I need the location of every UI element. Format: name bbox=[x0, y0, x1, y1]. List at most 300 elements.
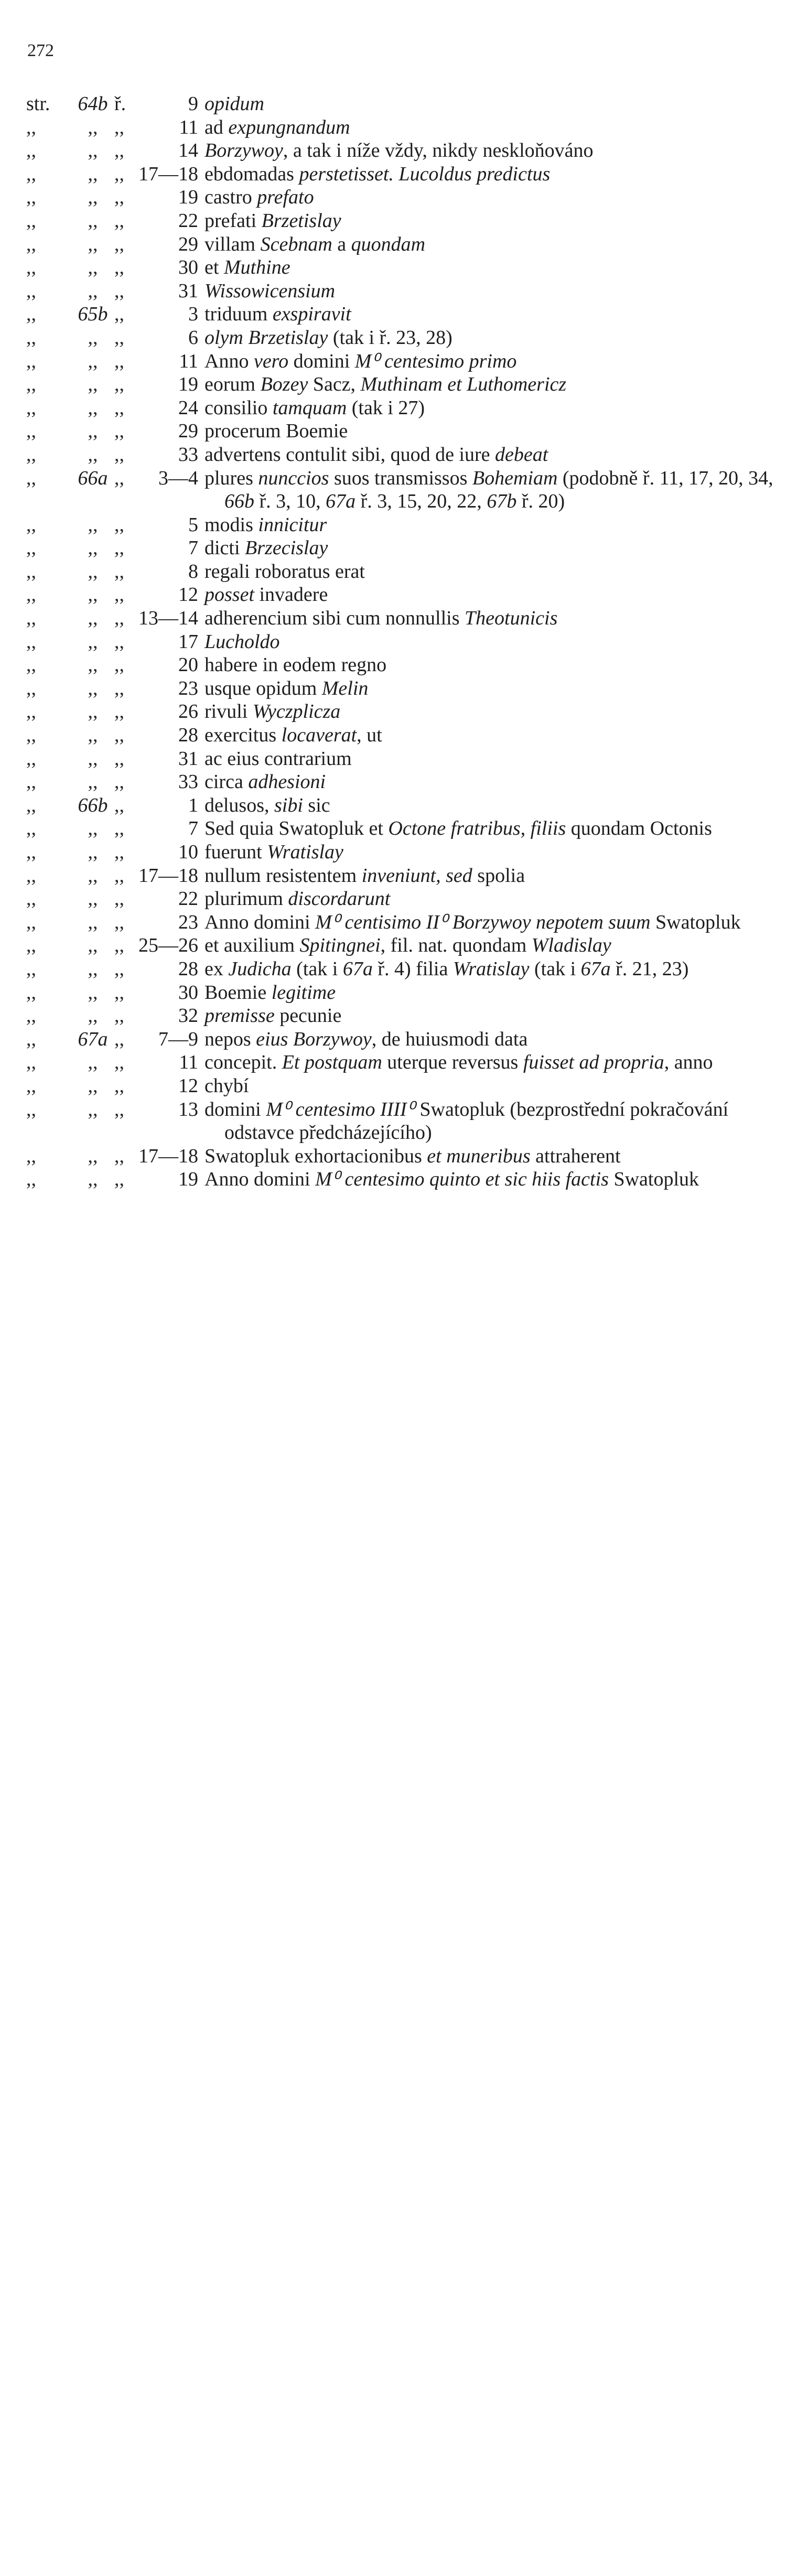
entry-line-label: ,, bbox=[114, 1074, 124, 1097]
entry-line-number: 3—4 bbox=[158, 467, 198, 489]
entry-line-label: ,, bbox=[114, 654, 124, 676]
entry-line-label: ,, bbox=[114, 934, 124, 957]
text-segment: domini bbox=[288, 350, 355, 372]
entry-line-number: 29 bbox=[178, 420, 198, 443]
italic-segment: Spitingnei bbox=[299, 934, 381, 957]
italic-segment: debeat bbox=[495, 443, 548, 466]
errata-entry bbox=[0, 419, 808, 443]
errata-entry bbox=[0, 864, 808, 888]
text-segment: Sed quia Swatopluk et bbox=[204, 817, 389, 840]
entry-text bbox=[204, 1051, 796, 1074]
errata-entry bbox=[0, 536, 808, 560]
entry-line-number: 26 bbox=[178, 700, 198, 723]
entry-line-number: 30 bbox=[178, 256, 198, 279]
entry-text bbox=[204, 583, 796, 607]
entry-text bbox=[204, 92, 796, 116]
entry-page-ref: ,, bbox=[88, 677, 98, 699]
errata-entry bbox=[0, 1074, 808, 1098]
text-segment: Swatopluk exhortacionibus bbox=[204, 1145, 427, 1167]
italic-segment: Bohemiam bbox=[472, 467, 558, 489]
errata-entry bbox=[0, 653, 808, 677]
entry-page-ref: ,, bbox=[88, 700, 98, 723]
italic-segment: nunccios bbox=[258, 467, 329, 489]
entry-line-label: ,, bbox=[114, 326, 124, 349]
text-segment: rivuli bbox=[204, 700, 253, 723]
errata-entry bbox=[0, 139, 808, 163]
entry-line-number: 17—18 bbox=[138, 163, 198, 185]
italic-segment: 67a bbox=[342, 957, 373, 980]
entry-line-label: ,, bbox=[114, 139, 124, 162]
italic-segment: posset bbox=[204, 584, 254, 606]
entry-line-number: 25—26 bbox=[138, 934, 198, 957]
italic-segment: quondam bbox=[351, 233, 426, 255]
entry-line-label: ,, bbox=[114, 537, 124, 559]
text-segment: ř. 20) bbox=[516, 490, 565, 513]
entry-page-ref: ,, bbox=[88, 724, 98, 747]
entry-line-number: 9 bbox=[188, 93, 198, 115]
entry-page-ref: ,, bbox=[88, 817, 98, 840]
text-segment: spolia bbox=[472, 864, 525, 887]
errata-entry bbox=[0, 794, 808, 817]
entry-str-label: ,, bbox=[26, 607, 36, 630]
entry-page-ref: ,, bbox=[88, 1168, 98, 1191]
entry-page-ref: 64b bbox=[78, 93, 108, 115]
entry-str-label: ,, bbox=[26, 420, 36, 443]
entry-str-label: ,, bbox=[26, 747, 36, 770]
entry-line-label: ,, bbox=[114, 279, 124, 302]
entry-page-ref: ,, bbox=[88, 350, 98, 372]
entry-text bbox=[204, 957, 796, 981]
errata-entry bbox=[0, 817, 808, 840]
entry-str-label: ,, bbox=[26, 163, 36, 185]
entry-str-label: ,, bbox=[26, 537, 36, 559]
italic-segment: eius Borzywoy bbox=[256, 1028, 372, 1050]
entry-text bbox=[204, 419, 796, 443]
entry-text bbox=[204, 350, 796, 373]
entry-line-label: ,, bbox=[114, 186, 124, 209]
entry-line-number: 23 bbox=[178, 677, 198, 699]
entry-text bbox=[204, 443, 796, 467]
text-segment: Anno bbox=[204, 350, 254, 372]
text-segment: ř. 4) filia bbox=[372, 957, 453, 980]
errata-entry bbox=[0, 630, 808, 654]
entry-line-number: 19 bbox=[178, 1168, 198, 1191]
entry-page-ref: ,, bbox=[88, 560, 98, 583]
entry-page-ref: ,, bbox=[88, 1051, 98, 1074]
entry-str-label: ,, bbox=[26, 560, 36, 583]
text-segment: (tak i bbox=[291, 957, 343, 980]
text-segment: Boemie bbox=[204, 981, 272, 1004]
text-segment: advertens contulit sibi, quod de iure bbox=[204, 443, 495, 466]
errata-entry bbox=[0, 724, 808, 747]
errata-entry bbox=[0, 163, 808, 186]
text-segment: chybí bbox=[204, 1074, 249, 1097]
entry-page-ref: ,, bbox=[88, 443, 98, 466]
text-segment: , anno bbox=[664, 1051, 713, 1074]
entry-line-label: ,, bbox=[114, 396, 124, 419]
entry-page-ref: ,, bbox=[88, 233, 98, 255]
entry-page-ref: ,, bbox=[88, 771, 98, 793]
italic-segment: prefato bbox=[257, 186, 314, 209]
entry-line-label: ,, bbox=[114, 420, 124, 443]
entry-page-ref: ,, bbox=[88, 139, 98, 162]
errata-entry bbox=[0, 770, 808, 794]
entry-line-number: 13—14 bbox=[138, 607, 198, 630]
entry-line-label: ,, bbox=[114, 607, 124, 630]
entry-text bbox=[204, 817, 796, 840]
entry-page-ref: ,, bbox=[88, 911, 98, 933]
text-segment: prefati bbox=[204, 209, 262, 232]
entry-str-label: ,, bbox=[26, 841, 36, 863]
italic-segment: 67b bbox=[487, 490, 517, 513]
entry-line-label: ,, bbox=[114, 1168, 124, 1191]
text-segment: consilio bbox=[204, 396, 273, 419]
entry-line-number: 7—9 bbox=[158, 1028, 198, 1050]
entry-page-ref: 65b bbox=[78, 303, 108, 326]
entry-str-label: ,, bbox=[26, 373, 36, 396]
entry-line-label: ,, bbox=[114, 700, 124, 723]
entry-text bbox=[204, 256, 796, 279]
entry-text bbox=[204, 536, 796, 560]
entry-line-number: 12 bbox=[178, 1074, 198, 1097]
entry-line-number: 31 bbox=[178, 279, 198, 302]
errata-entry bbox=[0, 513, 808, 537]
entry-text bbox=[204, 700, 796, 724]
italic-segment: Lucholdo bbox=[204, 630, 280, 653]
entry-text bbox=[204, 724, 796, 747]
entry-str-label: ,, bbox=[26, 443, 36, 466]
entry-text bbox=[204, 373, 796, 396]
text-segment: adherencium sibi cum nonnullis bbox=[204, 607, 465, 630]
text-segment: dicti bbox=[204, 537, 245, 559]
text-segment: eorum bbox=[204, 373, 261, 396]
entry-line-label: ,, bbox=[114, 817, 124, 840]
page-number: 272 bbox=[27, 41, 54, 60]
entry-line-number: 11 bbox=[179, 116, 198, 138]
italic-segment: Bozey bbox=[260, 373, 308, 396]
text-segment: et bbox=[204, 256, 224, 279]
errata-entry bbox=[0, 1028, 808, 1051]
entry-line-label: ,, bbox=[114, 724, 124, 747]
entry-line-label: ,, bbox=[114, 888, 124, 910]
entry-page-ref: ,, bbox=[88, 747, 98, 770]
entry-str-label: ,, bbox=[26, 326, 36, 349]
text-segment: pecunie bbox=[274, 1005, 342, 1027]
entry-str-label: ,, bbox=[26, 888, 36, 910]
entry-page-ref: ,, bbox=[88, 326, 98, 349]
italic-segment: Wladislay bbox=[531, 934, 611, 957]
entry-str-label: ,, bbox=[26, 630, 36, 653]
text-segment: villam bbox=[204, 233, 261, 255]
italic-segment: 66b bbox=[224, 490, 254, 513]
italic-segment: Brzetislay bbox=[261, 209, 341, 232]
entry-line-number: 33 bbox=[178, 771, 198, 793]
entry-text bbox=[204, 326, 796, 350]
entry-str-label: ,, bbox=[26, 700, 36, 723]
italic-segment: Scebnam bbox=[260, 233, 332, 255]
entry-page-ref: ,, bbox=[88, 934, 98, 957]
entry-page-ref: ,, bbox=[88, 841, 98, 863]
errata-entry bbox=[0, 934, 808, 957]
entry-line-number: 12 bbox=[178, 584, 198, 606]
errata-entry bbox=[0, 1051, 808, 1074]
entry-str-label: ,, bbox=[26, 1005, 36, 1027]
entry-text bbox=[204, 303, 796, 326]
entry-line-number: 17—18 bbox=[138, 1145, 198, 1167]
entry-line-label: ,, bbox=[114, 1098, 124, 1120]
errata-entry bbox=[0, 209, 808, 233]
text-segment: delusos, bbox=[204, 794, 274, 816]
italic-segment: perstetisset. Lucoldus predictus bbox=[299, 163, 551, 185]
italic-segment: inveniunt, sed bbox=[361, 864, 472, 887]
text-segment: domini bbox=[204, 1098, 266, 1120]
text-segment: modis bbox=[204, 513, 258, 536]
entry-page-ref: ,, bbox=[88, 163, 98, 185]
entry-text bbox=[204, 770, 796, 794]
entry-line-number: 17—18 bbox=[138, 864, 198, 887]
text-segment: castro bbox=[204, 186, 257, 209]
entry-line-number: 6 bbox=[188, 326, 198, 349]
text-segment: Anno domini bbox=[204, 1168, 316, 1191]
entry-line-label: ,, bbox=[114, 303, 124, 326]
entry-page-ref: ,, bbox=[88, 537, 98, 559]
entry-page-ref: ,, bbox=[88, 373, 98, 396]
entry-page-ref: ,, bbox=[88, 888, 98, 910]
text-segment: , ut bbox=[357, 724, 382, 747]
text-segment: ex bbox=[204, 957, 229, 980]
entry-str-label: ,, bbox=[26, 584, 36, 606]
entry-str-label: ,, bbox=[26, 794, 36, 816]
entry-line-number: 1 bbox=[188, 794, 198, 816]
entry-str-label: ,, bbox=[26, 209, 36, 232]
italic-segment: M⁰ centisimo II⁰ Borzywoy nepotem suum bbox=[315, 911, 651, 933]
entry-text bbox=[204, 209, 796, 233]
entry-line-label: ,, bbox=[114, 771, 124, 793]
entry-str-label: ,, bbox=[26, 1074, 36, 1097]
italic-segment: Theotunicis bbox=[465, 607, 558, 630]
entry-line-label: ,, bbox=[114, 1005, 124, 1027]
entry-line-label: ,, bbox=[114, 747, 124, 770]
entry-line-label: ,, bbox=[114, 864, 124, 887]
text-segment: ř. 3, 10, bbox=[254, 490, 326, 513]
entry-line-number: 7 bbox=[188, 817, 198, 840]
entry-page-ref: ,, bbox=[88, 279, 98, 302]
errata-entry bbox=[0, 256, 808, 279]
entry-page-ref: ,, bbox=[88, 256, 98, 279]
italic-segment: M⁰ centesimo quinto et sic hiis factis bbox=[315, 1168, 609, 1191]
entry-line-label: ,, bbox=[114, 233, 124, 255]
entry-page-ref: 66a bbox=[78, 467, 108, 489]
entry-line-number: 7 bbox=[188, 537, 198, 559]
entry-line-number: 32 bbox=[178, 1005, 198, 1027]
italic-segment: Et postquam bbox=[282, 1051, 382, 1074]
errata-entry bbox=[0, 1145, 808, 1168]
entry-str-label: ,, bbox=[26, 1145, 36, 1167]
text-segment: (podobně ř. 11, 17, 20, 34, bbox=[557, 467, 773, 489]
entry-str-label: ,, bbox=[26, 911, 36, 933]
entry-str-label: ,, bbox=[26, 233, 36, 255]
errata-entry bbox=[0, 1168, 808, 1191]
entry-page-ref: ,, bbox=[88, 116, 98, 138]
text-segment: et auxilium bbox=[204, 934, 300, 957]
errata-entry bbox=[0, 373, 808, 396]
text-segment: Swatopluk bbox=[608, 1168, 699, 1191]
errata-entry bbox=[0, 957, 808, 981]
text-segment: (tak i ř. 23, 28) bbox=[328, 326, 453, 349]
entry-text bbox=[204, 911, 796, 934]
italic-segment: innicitur bbox=[258, 513, 327, 536]
italic-segment: Muthine bbox=[223, 256, 290, 279]
entry-str-label: ,, bbox=[26, 957, 36, 980]
italic-segment: Melin bbox=[321, 677, 369, 699]
text-segment: sic bbox=[303, 794, 330, 816]
errata-entry bbox=[0, 840, 808, 864]
entry-str-label: ,, bbox=[26, 724, 36, 747]
italic-segment: discordarunt bbox=[288, 888, 391, 910]
entry-line-label: ,, bbox=[114, 584, 124, 606]
entry-line-label: ,, bbox=[114, 560, 124, 583]
entry-line-number: 14 bbox=[178, 139, 198, 162]
entry-line-number: 22 bbox=[178, 888, 198, 910]
italic-segment: premisse bbox=[204, 1005, 275, 1027]
text-segment: Sacz, bbox=[308, 373, 361, 396]
entry-text bbox=[204, 1145, 796, 1168]
entry-str-label: ,, bbox=[26, 817, 36, 840]
text-segment: triduum bbox=[204, 303, 273, 326]
entry-str-label: str. bbox=[26, 93, 50, 115]
text-segment: ebdomadas bbox=[204, 163, 299, 185]
italic-segment: legitime bbox=[271, 981, 336, 1004]
errata-entry bbox=[0, 747, 808, 771]
entry-page-ref: ,, bbox=[88, 607, 98, 630]
entry-page-ref: ,, bbox=[88, 1005, 98, 1027]
errata-entry bbox=[0, 186, 808, 209]
entry-line-label: ,, bbox=[114, 841, 124, 863]
entry-line-label: ,, bbox=[114, 513, 124, 536]
entry-page-ref: ,, bbox=[88, 186, 98, 209]
text-segment: fuerunt bbox=[204, 841, 267, 863]
entry-line-label: ,, bbox=[114, 794, 124, 816]
text-segment: uterque reversus bbox=[382, 1051, 523, 1074]
italic-segment: Wratislay bbox=[267, 841, 343, 863]
entry-line-label: ,, bbox=[114, 163, 124, 185]
entry-line-label: ,, bbox=[114, 1028, 124, 1050]
text-segment: nepos bbox=[204, 1028, 256, 1050]
entry-line-number: 30 bbox=[178, 981, 198, 1004]
italic-segment: locaverat bbox=[281, 724, 357, 747]
entry-line-number: 22 bbox=[178, 209, 198, 232]
italic-segment: expungnandum bbox=[228, 116, 350, 138]
entry-text bbox=[204, 1004, 796, 1028]
text-segment: suos transmissos bbox=[329, 467, 472, 489]
entry-str-label: ,, bbox=[26, 1028, 36, 1050]
entry-line-label: ,, bbox=[114, 350, 124, 372]
errata-entry bbox=[0, 1098, 808, 1145]
entry-line-number: 17 bbox=[178, 630, 198, 653]
entry-text bbox=[204, 607, 796, 630]
errata-entry bbox=[0, 326, 808, 350]
entry-line-label: ,, bbox=[114, 981, 124, 1004]
text-segment: plurimum bbox=[204, 888, 288, 910]
entry-line-number: 19 bbox=[178, 186, 198, 209]
entry-str-label: ,, bbox=[26, 677, 36, 699]
entry-line-number: 11 bbox=[179, 350, 198, 372]
entry-line-number: 13 bbox=[178, 1098, 198, 1120]
italic-segment: M⁰ centesimo primo bbox=[354, 350, 517, 372]
italic-segment: exspiravit bbox=[272, 303, 351, 326]
entry-line-number: 8 bbox=[188, 560, 198, 583]
entry-page-ref: ,, bbox=[88, 584, 98, 606]
entry-text bbox=[204, 467, 796, 513]
italic-segment: M⁰ centesimo IIII⁰ bbox=[266, 1098, 415, 1120]
italic-segment: Judicha bbox=[228, 957, 292, 980]
errata-entry bbox=[0, 350, 808, 373]
entry-line-label: ,, bbox=[114, 443, 124, 466]
errata-entry bbox=[0, 467, 808, 513]
entry-page-ref: ,, bbox=[88, 513, 98, 536]
text-segment: ad bbox=[204, 116, 229, 138]
italic-segment: Muthinam et Luthomericz bbox=[360, 373, 567, 396]
entry-text bbox=[204, 396, 796, 420]
text-segment: Swatopluk bbox=[650, 911, 741, 933]
entry-str-label: ,, bbox=[26, 1098, 36, 1120]
entry-text bbox=[204, 233, 796, 256]
italic-segment: olym Brzetislay bbox=[204, 326, 328, 349]
text-segment: attraherent bbox=[530, 1145, 621, 1167]
entry-line-label: ,, bbox=[114, 256, 124, 279]
entry-text bbox=[204, 864, 796, 888]
errata-entry bbox=[0, 583, 808, 607]
entry-page-ref: ,, bbox=[88, 1074, 98, 1097]
entry-text bbox=[204, 513, 796, 537]
text-segment: ř. 3, 15, 20, 22, bbox=[355, 490, 487, 513]
text-segment: (tak i bbox=[529, 957, 581, 980]
text-segment: plures bbox=[204, 467, 258, 489]
errata-entry bbox=[0, 887, 808, 911]
errata-entry bbox=[0, 981, 808, 1005]
entry-line-number: 24 bbox=[178, 396, 198, 419]
italic-segment: 67a bbox=[580, 957, 611, 980]
entry-str-label: ,, bbox=[26, 1051, 36, 1074]
entry-page-ref: ,, bbox=[88, 630, 98, 653]
errata-entry bbox=[0, 911, 808, 934]
entry-text bbox=[204, 653, 796, 677]
italic-segment: Borzywoy bbox=[204, 139, 283, 162]
entry-line-number: 11 bbox=[179, 1051, 198, 1074]
entry-text bbox=[204, 116, 796, 139]
italic-segment: fuisset ad propria bbox=[523, 1051, 664, 1074]
errata-entry bbox=[0, 607, 808, 630]
entry-text bbox=[204, 630, 796, 654]
entry-text bbox=[204, 934, 796, 957]
entry-page-ref: ,, bbox=[88, 654, 98, 676]
entry-line-label: ,, bbox=[114, 209, 124, 232]
text-segment: procerum Boemie bbox=[204, 420, 348, 443]
entry-line-label: ,, bbox=[114, 911, 124, 933]
italic-segment: Wissowicensium bbox=[204, 279, 336, 302]
entry-str-label: ,, bbox=[26, 279, 36, 302]
entry-text bbox=[204, 1098, 796, 1145]
text-segment: regali roboratus erat bbox=[204, 560, 365, 583]
entry-line-number: 19 bbox=[178, 373, 198, 396]
italic-segment: Wratislay bbox=[453, 957, 530, 980]
entry-text bbox=[204, 1074, 796, 1098]
entry-text bbox=[204, 794, 796, 817]
italic-segment: Wyczplicza bbox=[252, 700, 341, 723]
entry-line-label: ,, bbox=[114, 373, 124, 396]
entry-str-label: ,, bbox=[26, 186, 36, 209]
entry-text bbox=[204, 747, 796, 771]
